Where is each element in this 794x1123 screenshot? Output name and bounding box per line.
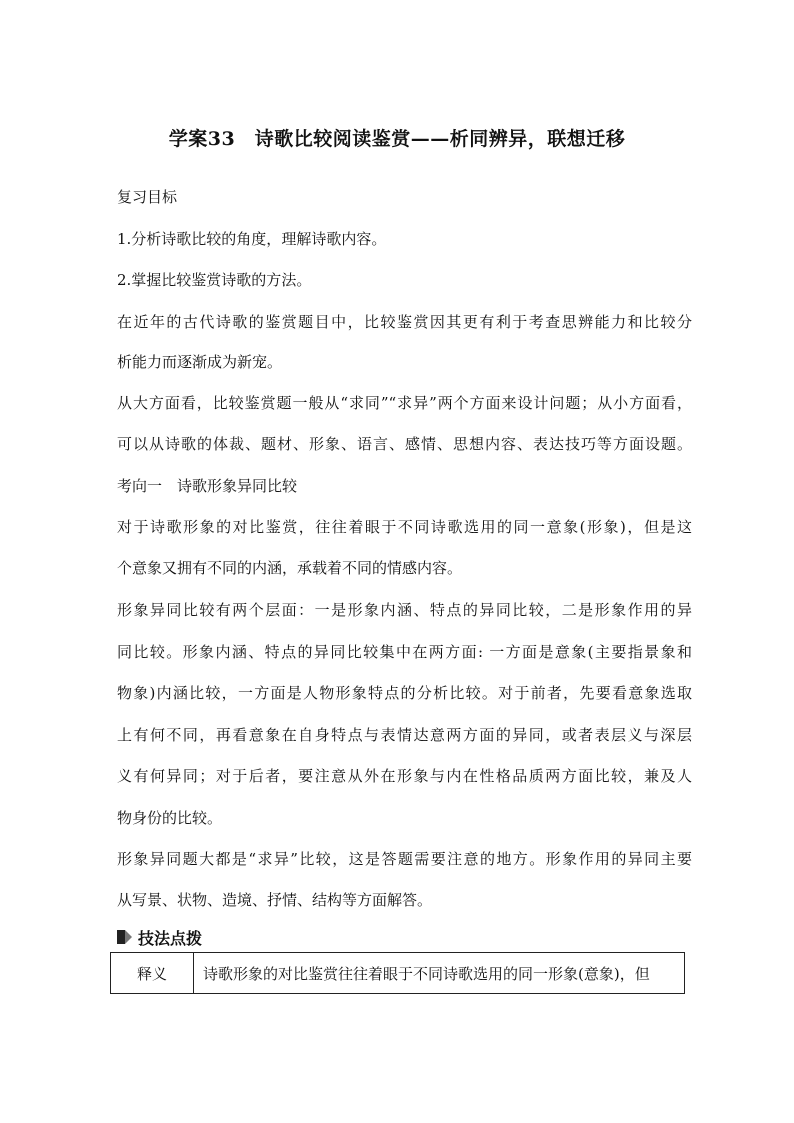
tips-table-value: 诗歌形象的对比鉴赏往往着眼于不同诗歌选用的同一形象(意象)，但 — [203, 964, 650, 983]
tips-table-key: 释义 — [111, 953, 194, 993]
intro-paragraph-1-line-1: 在近年的古代诗歌的鉴赏题目中，比较鉴赏因其更有利于考查思辨能力和比较分 — [117, 313, 692, 331]
direction-1-p2-line-6: 物身份的比较。 — [117, 809, 223, 827]
intro-paragraph-1-line-2: 析能力而逐渐成为新宠。 — [117, 353, 283, 371]
intro-paragraph-2-line-1: 从大方面看，比较鉴赏题一般从“求同”“求异”两个方面来设计问题；从小方面看， — [117, 394, 692, 412]
page-title: 学案33 诗歌比较阅读鉴赏——析同辨异，联想迁移 — [168, 128, 626, 150]
direction-1-heading: 考向一 诗歌形象异同比较 — [117, 477, 298, 495]
direction-1-p2-line-1: 形象异同比较有两个层面：一是形象内涵、特点的异同比较，二是形象作用的异 — [117, 601, 692, 619]
direction-1-p2-line-2: 同比较。形象内涵、特点的异同比较集中在两方面: 一方面是意象(主要指景象和 — [117, 643, 692, 661]
direction-1-p1-line-2: 个意象又拥有不同的内涵，承载着不同的情感内容。 — [117, 559, 463, 577]
tips-table — [110, 952, 685, 994]
direction-1-p3-line-1: 形象异同题大都是“求异”比较，这是答题需要注意的地方。形象作用的异同主要 — [117, 850, 692, 868]
goal-item-1: 1.分析诗歌比较的角度，理解诗歌内容。 — [117, 230, 387, 248]
section-marker-icon — [117, 930, 133, 944]
direction-1-p1-line-1: 对于诗歌形象的对比鉴赏，往往着眼于不同诗歌选用的同一意象(形象)，但是这 — [117, 518, 692, 536]
direction-1-p2-line-3: 物象)内涵比较，一方面是人物形象特点的分析比较。对于前者，先要看意象选取 — [117, 684, 692, 702]
goal-item-2: 2.掌握比较鉴赏诗歌的方法。 — [117, 271, 312, 289]
direction-1-p3-line-2: 从写景、状物、造境、抒情、结构等方面解答。 — [117, 891, 433, 909]
direction-1-p2-line-5: 义有何异同；对于后者，要注意从外在形象与内在性格品质两方面比较，兼及人 — [117, 767, 692, 785]
direction-1-p2-line-4: 上有何不同，再看意象在自身特点与表情达意两方面的异同，或者表层义与深层 — [117, 726, 692, 744]
review-heading: 复习目标 — [117, 188, 178, 206]
tips-section-header — [117, 927, 202, 947]
tips-heading: 技法点拨 — [138, 928, 203, 948]
intro-paragraph-2-line-2: 可以从诗歌的体裁、题材、形象、语言、感情、思想内容、表达技巧等方面设题。 — [117, 435, 692, 453]
